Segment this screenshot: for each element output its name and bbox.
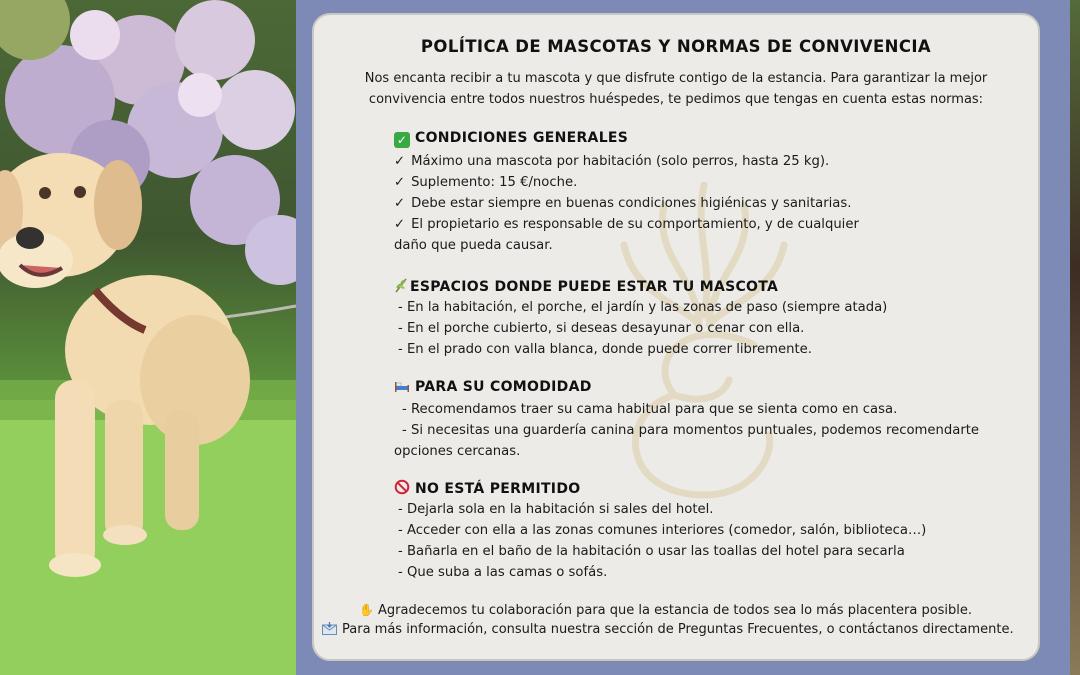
bed-icon <box>394 379 410 395</box>
list-item: ✓ El propietario es responsable de su comportamiento, y de cualquier <box>394 217 859 232</box>
section-heading-general <box>394 130 628 148</box>
checkmark-icon: ✓ <box>394 217 406 232</box>
section-title: CONDICIONES GENERALES <box>415 130 629 146</box>
list-item-continuation: opciones cercanas. <box>394 444 521 459</box>
section-heading-spaces <box>394 277 778 295</box>
list-item: ✓ Máximo una mascota por habitación (solo perros, hasta 25 kg). <box>394 154 830 169</box>
pet-policy-card <box>312 13 1040 661</box>
list-item: - Dejarla sola en la habitación si sales del hotel. <box>398 502 714 517</box>
section-title: PARA SU COMODIDAD <box>415 379 592 395</box>
section-title: NO ESTÁ PERMITIDO <box>415 481 581 497</box>
list-item: - En el prado con valla blanca, donde puede correr libremente. <box>398 342 812 357</box>
list-item: - En el porche cubierto, si deseas desayunar o cenar con ella. <box>398 321 805 336</box>
list-item-continuation: daño que pueda causar. <box>394 238 553 253</box>
list-item: - Que suba a las camas o sofás. <box>398 565 608 580</box>
dog-illustration <box>0 0 296 675</box>
list-item: - En la habitación, el porche, el jardín y las zonas de paso (siempre atada) <box>398 300 888 315</box>
list-item: ✓ Suplemento: 15 €/noche. <box>394 175 578 190</box>
prohibited-icon <box>394 479 410 495</box>
checkmark-icon: ✓ <box>394 175 406 190</box>
intro-line: Nos encanta recibir a tu mascota y que disfrute contigo de la estancia. Para garantizar la mejor <box>364 71 988 86</box>
footer-info: Para más información, consulta nuestra sección de Preguntas Frecuentes, o contáctanos directamente. <box>322 620 1014 642</box>
right-photo-edge <box>1070 0 1080 675</box>
dog-photo <box>0 0 296 675</box>
footer-thanks: ✋ Agradecemos tu colaboración para que la estancia de todos sea lo más placentera posible. <box>359 600 972 621</box>
checkmark-icon: ✓ <box>394 196 406 211</box>
section-title: ESPACIOS DONDE PUEDE ESTAR TU MASCOTA <box>410 279 779 295</box>
page-title: POLÍTICA DE MASCOTAS Y NORMAS DE CONVIVENCIA <box>420 37 932 56</box>
herb-icon <box>394 277 408 293</box>
list-item: ✓ Debe estar siempre en buenas condiciones higiénicas y sanitarias. <box>394 196 852 211</box>
praying-hands-icon: ✋ <box>359 603 374 617</box>
section-heading-forbidden <box>394 479 580 497</box>
check-box-icon: ✓ <box>394 132 410 148</box>
intro-line: convivencia entre todos nuestros huéspedes, te pedimos que tengas en cuenta estas normas: <box>368 92 984 107</box>
list-item: - Bañarla en el baño de la habitación o usar las toallas del hotel para secarla <box>398 544 905 559</box>
envelope-icon <box>322 622 338 642</box>
section-heading-comfort <box>394 379 592 395</box>
list-item: - Recomendamos traer su cama habitual para que se sienta como en casa. <box>402 402 898 417</box>
checkmark-icon: ✓ <box>394 154 406 169</box>
list-item: - Si necesitas una guardería canina para momentos puntuales, podemos recomendarte <box>402 423 980 438</box>
list-item: - Acceder con ella a las zonas comunes interiores (comedor, salón, biblioteca…) <box>398 523 927 538</box>
intro-text <box>342 68 1010 110</box>
